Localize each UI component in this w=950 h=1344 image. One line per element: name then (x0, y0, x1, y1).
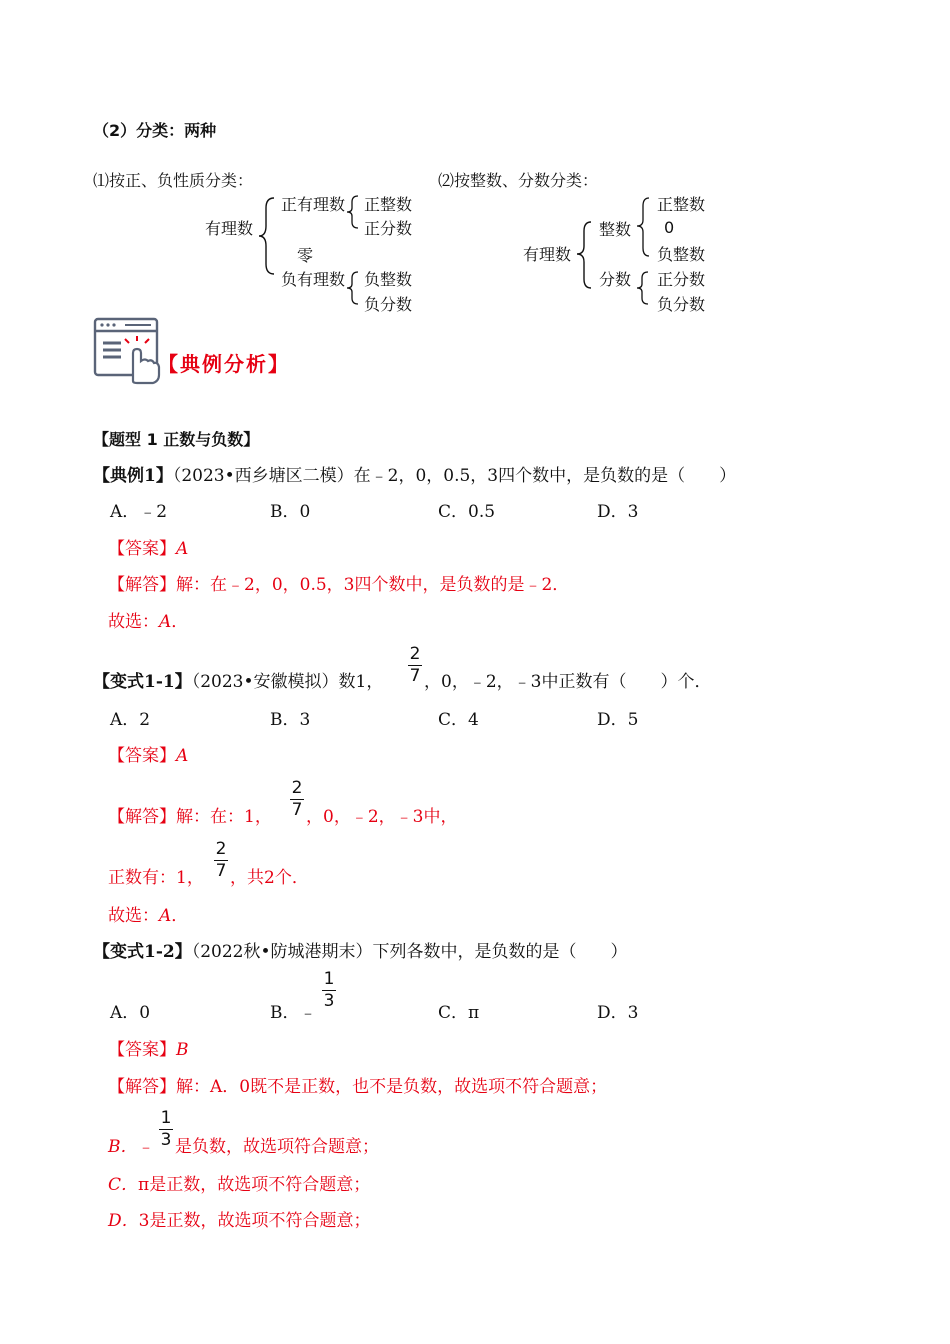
variant1-2-question: 【变式1-2】（2022秋•防城港期末）下列各数中，是负数的是（ ） (93, 942, 628, 962)
variant1-2-answer: 【答案】B (108, 1040, 189, 1060)
example1-question (93, 461, 736, 486)
variant1-2-solution: 【解答】解：A．0既不是正数，也不是负数，故选项不符合题意； (108, 1077, 608, 1097)
example1-label: 【典例1】 (93, 466, 173, 486)
section-heading: （2）分类：两种 (93, 121, 217, 140)
left-pos-int: 正整数 (364, 195, 413, 214)
left-pos-rational: 正有理数 (281, 195, 346, 214)
example1-answer: 【答案】A (108, 539, 189, 559)
right-neg-int: 负整数 (657, 245, 706, 264)
example1-text: （2023•西乡塘区二模）在﹣2，0，0.5，3四个数中，是负数的是（ ） (172, 466, 737, 486)
right-frac-brace (636, 270, 650, 306)
example1-option-a: A．﹣2 (110, 502, 168, 522)
variant1-2-line-b: B．﹣ (108, 1137, 155, 1157)
left-big-brace (258, 196, 278, 276)
left-neg-int: 负整数 (364, 270, 413, 289)
variant1-2-line-c: C．π是正数，故选项不符合题意； (108, 1175, 371, 1195)
variant1-1-choose: 故选：A． (108, 906, 189, 926)
variant1-1-answer: 【答案】A (108, 746, 189, 766)
example1-choose: 故选：A． (108, 612, 189, 632)
right-zero: 0 (664, 218, 675, 237)
variant1-1-option-a: A．2 (110, 710, 151, 730)
right-class-title: ⑵按整数、分数分类： (438, 171, 599, 190)
browser-hand-icon (93, 317, 165, 385)
variant1-2-option-b-fraction: 1 3 (323, 969, 335, 1011)
right-root: 有理数 (523, 245, 572, 264)
right-pos-int: 正整数 (657, 195, 706, 214)
right-pos-frac: 正分数 (657, 270, 706, 289)
variant1-1-solution-a: 【解答】解：在：1， (108, 807, 272, 827)
variant1-1-solution-b: ，0，﹣2，﹣3中， (306, 807, 458, 827)
variant1-2-option-c: C．π (438, 1003, 480, 1023)
left-zero: 零 (297, 246, 314, 265)
variant1-1-option-d: D．5 (597, 710, 639, 730)
type1-heading: 【题型 1 正数与负数】 (93, 430, 260, 449)
variant1-1-question-b: ，0，﹣2，﹣3中正数有（ ）个． (424, 672, 712, 692)
variant1-2-option-a: A．0 (110, 1003, 151, 1023)
left-pos-frac: 正分数 (364, 219, 413, 238)
left-neg-brace (346, 270, 360, 306)
right-int-brace (636, 196, 652, 258)
variant1-1-fraction: 2 7 (409, 644, 421, 686)
example1-option-b: B．0 (270, 502, 311, 522)
example1-solution: 【解答】解：在﹣2，0，0.5，3四个数中，是负数的是﹣2． (108, 575, 570, 595)
variant1-1-positive-b: ，共2个． (230, 868, 309, 888)
variant1-2-option-b: B．﹣ (270, 1003, 317, 1023)
variant1-2-option-d: D．3 (597, 1003, 639, 1023)
banner-title: 【典例分析】 (158, 352, 290, 376)
variant1-1-option-c: C．4 (438, 710, 479, 730)
variant1-1-question-a: 【变式1-1】（2023•安徽模拟）数1， (93, 672, 384, 692)
variant1-1-option-b: B．3 (270, 710, 311, 730)
example1-option-d: D．3 (597, 502, 639, 522)
example1-option-c: C．0.5 (438, 502, 496, 522)
variant1-2-line-b-text: 是负数，故选项符合题意； (175, 1137, 379, 1157)
right-neg-frac: 负分数 (657, 295, 706, 314)
right-big-brace (576, 220, 594, 290)
variant1-2-line-d: D．3是正数，故选项不符合题意； (108, 1211, 371, 1231)
left-root: 有理数 (205, 219, 254, 238)
variant1-1-solution-fraction: 2 7 (291, 778, 303, 820)
left-class-title: ⑴按正、负性质分类： (93, 171, 254, 190)
left-neg-rational: 负有理数 (281, 270, 346, 289)
right-integer: 整数 (599, 220, 632, 239)
variant1-1-positive-fraction: 2 7 (215, 839, 227, 881)
variant1-2-line-b-fraction: 1 3 (160, 1108, 172, 1150)
left-pos-brace (346, 194, 360, 230)
variant1-1-positive-a: 正数有：1， (108, 868, 204, 888)
left-neg-frac: 负分数 (364, 295, 413, 314)
right-fraction: 分数 (599, 270, 632, 289)
